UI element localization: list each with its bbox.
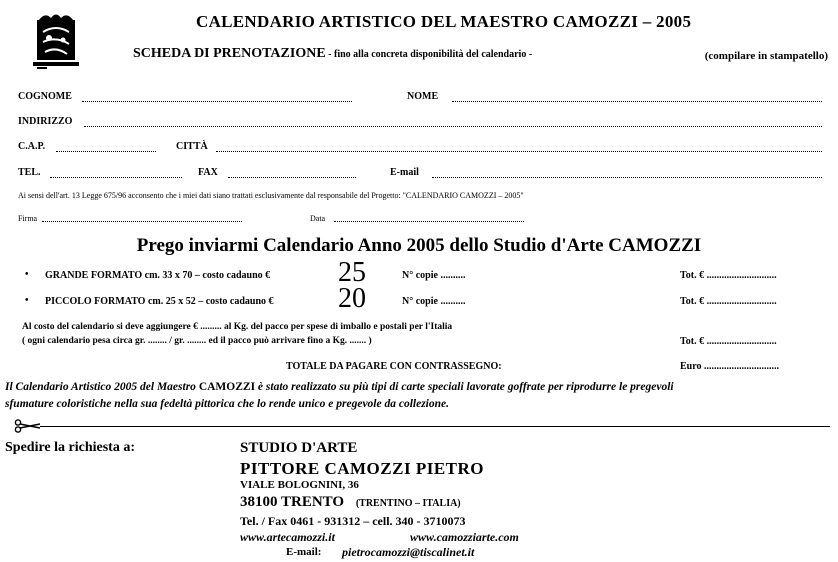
email-field[interactable]: [432, 177, 822, 178]
order-heading: Prego inviarmi Calendario Anno 2005 dello Studio d'Arte CAMOZZI: [136, 235, 702, 256]
website-1[interactable]: www.artecamozzi.it: [240, 530, 335, 544]
tel-field[interactable]: [50, 177, 182, 178]
shipping-total-field[interactable]: Tot. € ............................: [680, 336, 777, 347]
description-line-2: sfumature coloristiche nella sua fedeltà pittorica che lo rende unico e pregevole da collezione.: [5, 398, 449, 410]
piccolo-formato-label: PICCOLO FORMATO cm. 25 x 52 – costo cadauno €: [45, 296, 274, 307]
phone-line: Tel. / Fax 0461 - 931312 – cell. 340 - 3710073: [240, 514, 466, 528]
form-subtitle: [133, 46, 532, 62]
citta-field[interactable]: [216, 151, 822, 152]
piccolo-copies-field[interactable]: N° copie ..........: [402, 296, 466, 307]
grande-copies-field[interactable]: N° copie ..........: [402, 270, 466, 281]
cap-city: 38100 TRENTO: [240, 494, 345, 510]
region: (TRENTINO – ITALIA): [355, 498, 461, 509]
bullet-grande: •: [25, 269, 29, 280]
painter-name: PITTORE CAMOZZI PIETRO: [240, 459, 485, 478]
tel-label: TEL.: [18, 167, 41, 178]
piccolo-price: 20: [338, 283, 366, 314]
page-title: CALENDARIO ARTISTICO DEL MAESTRO CAMOZZI – 2005: [196, 12, 692, 31]
city-line: [240, 494, 461, 511]
citta-label: CITTÀ: [176, 141, 208, 152]
block-caps-note: (compilare in stampatello): [704, 50, 828, 62]
cap-label: C.A.P.: [18, 141, 46, 152]
piccolo-total-field[interactable]: Tot. € ............................: [680, 296, 777, 307]
grand-total-field[interactable]: Euro ..............................: [680, 361, 779, 372]
indirizzo-label: INDIRIZZO: [18, 116, 73, 127]
firma-field[interactable]: [42, 221, 242, 222]
cap-field[interactable]: [56, 151, 156, 152]
shipping-weight-line: ( ogni calendario pesa circa gr. ........ / gr. ........ ed il pacco può arrivare fino a Kg. ....... ): [22, 336, 372, 346]
data-label: Data: [310, 214, 326, 223]
send-to-label: Spedire la richiesta a:: [5, 440, 136, 455]
cognome-label: COGNOME: [18, 91, 72, 102]
cut-line: [40, 426, 830, 427]
subtitle-note: - fino alla concreta disponibilità del calendario -: [325, 49, 533, 60]
fax-label: FAX: [198, 167, 218, 178]
scissors-icon: [14, 419, 42, 433]
indirizzo-field[interactable]: [84, 126, 822, 127]
email-footer-label: E-mail:: [286, 546, 322, 558]
subtitle-main: SCHEDA DI PRENOTAZIONE: [133, 46, 326, 61]
cognome-field[interactable]: [82, 101, 352, 102]
nome-field[interactable]: [452, 101, 822, 102]
grande-total-field[interactable]: Tot. € ............................: [680, 270, 777, 281]
description-camozzi: CAMOZZI: [198, 381, 256, 393]
description-text-c: è stato realizzato su più tipi di carte speciali lavorate goffrate per riprodurre le pregevoli: [255, 381, 674, 393]
email-label: E-mail: [390, 167, 419, 178]
data-field[interactable]: [334, 221, 524, 222]
studio-name: STUDIO D'ARTE: [240, 440, 358, 456]
email-address[interactable]: pietrocamozzi@tiscalinet.it: [342, 545, 475, 559]
grande-formato-label: GRANDE FORMATO cm. 33 x 70 – costo cadauno €: [45, 270, 271, 281]
grande-price: 25: [338, 257, 366, 288]
studio-logo: [33, 12, 79, 70]
privacy-statement: Ai sensi dell'art. 13 Legge 675/96 acconsento che i miei dati siano trattati esclusivamente dal responsabile del Progetto: "CALENDARIO CAMOZZI – 2005": [18, 191, 524, 200]
description-line-1: [5, 381, 674, 393]
bullet-piccolo: •: [25, 295, 29, 306]
fax-field[interactable]: [228, 177, 356, 178]
street-address: VIALE BOLOGNINI, 36: [240, 479, 359, 491]
website-2[interactable]: www.camozziarte.com: [410, 530, 519, 544]
description-text-a: Il Calendario Artistico 2005 del Maestro: [5, 381, 199, 393]
nome-label: NOME: [407, 91, 439, 102]
shipping-cost-line: Al costo del calendario si deve aggiungere € ......... al Kg. del pacco per spese di imballo e postali per l'Italia: [22, 322, 453, 332]
grand-total-label: TOTALE DA PAGARE CON CONTRASSEGNO:: [286, 361, 502, 372]
firma-label: Firma: [18, 214, 38, 223]
